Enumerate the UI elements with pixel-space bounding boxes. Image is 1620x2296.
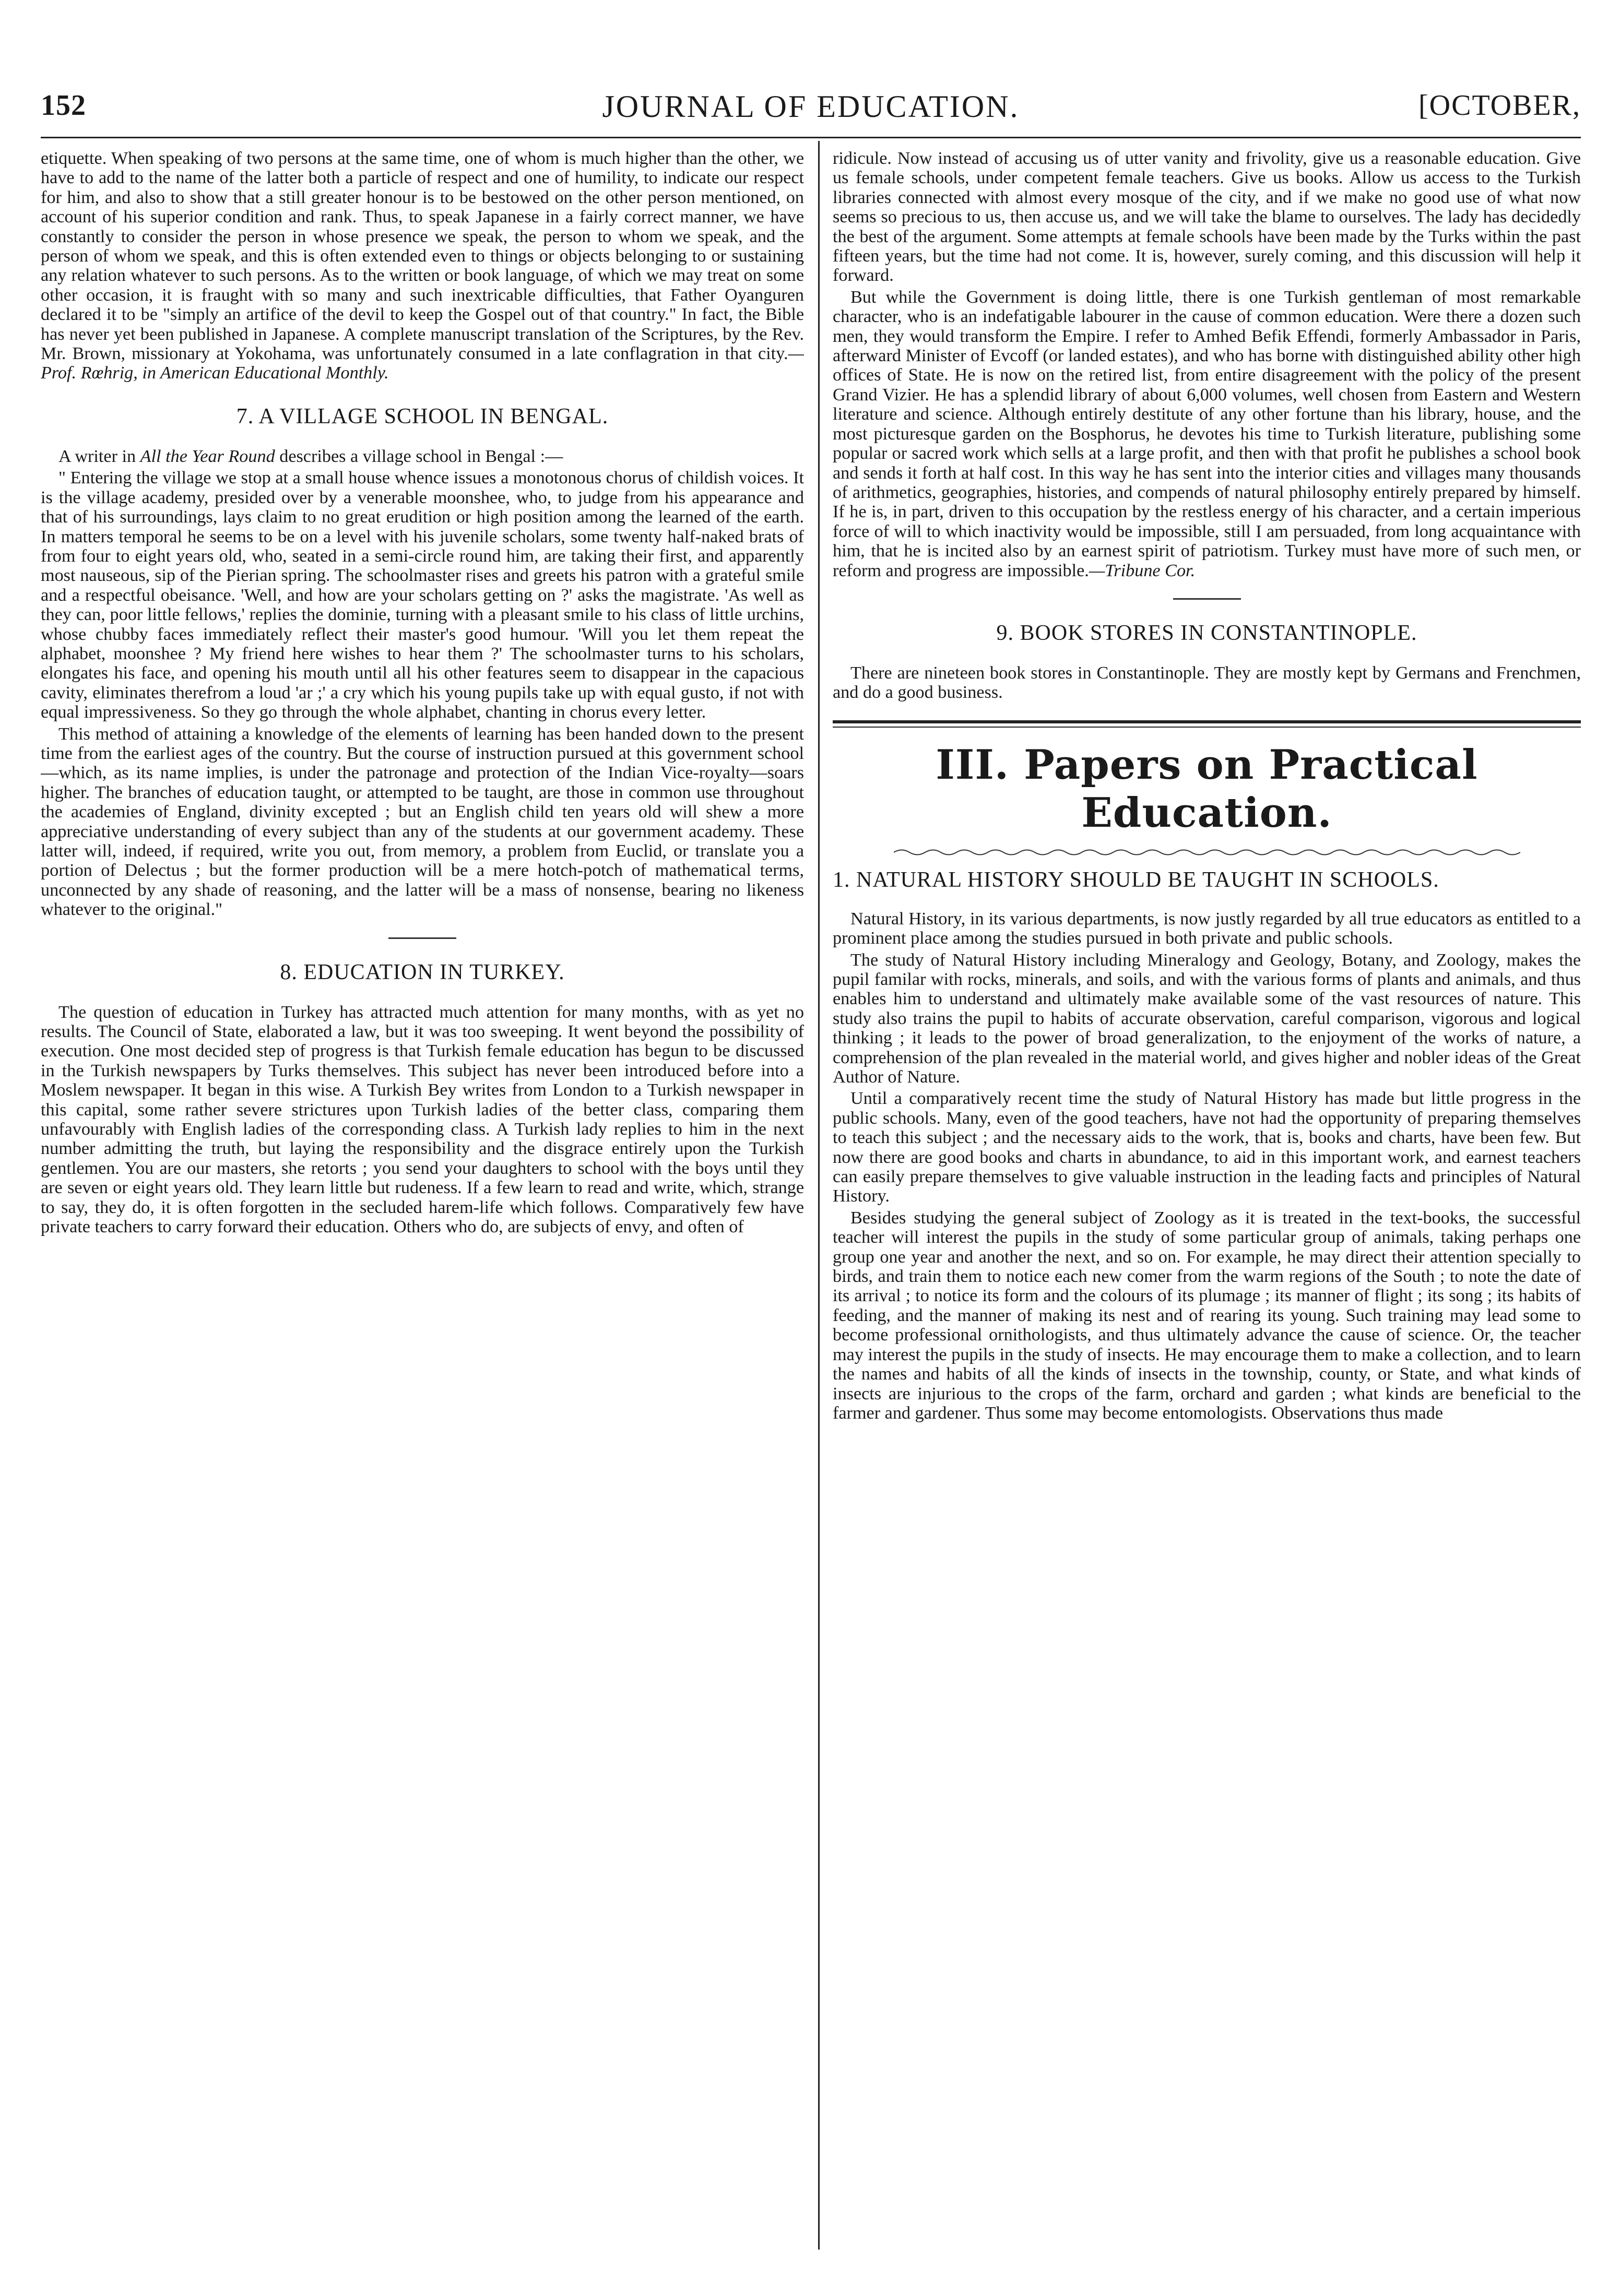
paragraph xyxy=(41,149,804,383)
article-separator xyxy=(1173,598,1241,600)
page-number: 152 xyxy=(41,89,86,122)
quoted-paragraph: " Entering the village we stop at a small house whence issues a monotonous chorus of childish voices. It is the village academy, presided over by a venerable moonshee, who, to judge from his appearance and that of his surroundings, lays claim to no great erudition or high position among the learned of the earth. In matters temporal he seems to be on a level with his juvenile scholars, some twenty half-naked brats of from four to eight years old, who, seated in a semi-circle round him, are taking their first, and apparently most nauseous, sip of the Pierian spring. The schoolmaster rises and greets his patron with a grateful smile and a respectful obeisance. 'Well, and how are your scholars getting on ?' asks the magistrate. 'As well as they can, poor little fellows,' replies the dominie, turning with a pleasant smile to his class of little urchins, whose chubby faces immediately reflect their master's good humour. 'Will you let them repeat the alphabet, moonshee ? My friend here wishes to hear them ?' The schoolmaster turns to his scholars, elongates his face, and opening his mouth until all his other features seem to disappear in the capacious cavity, eliminates therefrom a loud 'ar ;' a cry which his young pupils take up with equal gusto, if not with equal impressiveness. So they go through the whole alphabet, chanting in chorus every letter. xyxy=(41,468,804,722)
paragraph: The question of education in Turkey has attracted much attention for many months, with as yet no results. The Council of State, elaborated a law, but it was too sweeping. It went beyond the possibility of execution. One most decided step of progress is that Turkish female education has begun to be discussed in the Turkish newspapers by Turks themselves. This subject has never been introduced before into a Moslem newspaper. It began in this wise. A Turkish Bey writes from London to a Turkish newspaper in this capital, some rather severe strictures upon Turkish ladies of the better class, comparing them unfavourably with English ladies of the corresponding class. A Turkish lady replies to him in the next number admitting the truth, but laying the responsibility and the disgrace entirely upon the Turkish gentlemen. You are our masters, she retorts ; you send your daughters to school with the boys until they are seven or eight years old. They learn little but rudeness. If a few learn to read and write, which, strange to say, they do, it is often forgotten in the secluded harem-life which follows. Comparatively few have private teachers to carry forward their education. Others who do, are subjects of envy, and often of xyxy=(41,1002,804,1237)
article-heading-7: 7. A VILLAGE SCHOOL IN BENGAL. xyxy=(236,404,609,429)
paragraph: ridicule. Now instead of accusing us of utter vanity and frivolity, give us a reasonable education. Give us female schools, under competent female teachers. Give us books. Allow us access to the Turkish libraries connected with almost every mosque of the city, and if we make no good use of what now seems so precious to us, then accuse us, and we will take the blame to ourselves. The lady has decidedly the best of the argument. Some attempts at female schools have been made by the Turks within the past fifteen years, but the time had not come. It is, however, surely coming, and this discussion will help it forward. xyxy=(833,149,1581,285)
section-rule-thin xyxy=(833,727,1581,728)
paragraph-text: A writer in xyxy=(58,446,140,466)
paragraph: There are nineteen book stores in Constantinople. They are mostly kept by Germans and Frenchmen, and do a good business. xyxy=(833,663,1581,703)
wavy-ornament xyxy=(894,848,1520,857)
article-separator xyxy=(388,937,456,939)
periodical-title: All the Year Round xyxy=(140,446,275,466)
paragraph-text: etiquette. When speaking of two persons at the same time, one of whom is much higher than the other, we have to add to the name of the latter both a particle of respect and one of humility, to indicate our respect for him, and also to show that a still greater honour is to be bestowed on the other person mentioned, on account of his superior condition and rank. Thus, to speak Japanese in a fairly correct manner, we have constantly to consider the person in whose presence we speak, the person to whom we speak, and the person of whom we speak, and this is often extended even to things or objects belonging to or sustaining any relation whatever to such persons. As to the written or book language, of which we may treat on some other occasion, it is fraught with so many and such inextricable difficulties, that Father Oyanguren declared it to be "simply an artifice of the devil to keep the Gospel out of that country." In fact, the Bible has never yet been published in Japanese. A complete manuscript translation of the Scriptures, by the Rev. Mr. Brown, missionary at Yokohama, was unfortunately consumed in a late conflagration in that city. xyxy=(41,149,804,364)
page-header xyxy=(41,78,1581,136)
article-heading-1: 1. NATURAL HISTORY SHOULD BE TAUGHT IN SCHOOLS. xyxy=(833,867,1439,892)
paragraph: The study of Natural History including Mineralogy and Geology, Botany, and Zoology, makes the pupil familar with rocks, minerals, and soils, and with the various forms of plants and animals, and thus enables him to understand and ultimately make available some of the vast resources of nature. This study also trains the pupil to habits of accurate observation, careful comparison, vigorous and logical thinking ; it leads to the power of broad generalization, to the enjoyment of the works of nature, a comprehension of the plan revealed in the material world, and gives higher and nobler ideas of the Great Author of Nature. xyxy=(833,950,1581,1087)
section-title: III. Papers on Practical Education. xyxy=(936,741,1478,837)
paragraph: Besides studying the general subject of Zoology as it is treated in the text-books, the successful teacher will interest the pupils in the study of some particular group of animals, taking perhaps one group one year and another the next, and so on. For example, he may direct their attention specially to birds, and train them to notice each new comer from the warm regions of the South ; to note the date of its arrival ; to notice its form and the colours of its plumage ; its manner of flight ; its song ; its habits of feeding, and the manner of making its nest and of rearing its young. Such training may lead some to become professional ornithologists, and thus ultimately advance the cause of science. Or, the teacher may interest the pupils in the study of insects. He may encourage them to make a collection, and to learn the names and habits of all the kinds of insects in the township, county, or State, and what kinds of insects are injurious to the crops of the farm, orchard and garden ; what kinds are beneficial to the farmer and gardener. Thus some may become entomologists. Observations thus made xyxy=(833,1208,1581,1423)
header-rule xyxy=(41,137,1581,138)
paragraph-text: But while the Government is doing little, there is one Turkish gentleman of most remarkable character, who is an indefatigable labourer in the cause of common education. Were there a dozen such men, they would transform the Empire. I refer to Amhed Befik Effendi, formerly Ambassador in Paris, afterward Minister of Evcoff (or landed estates), and who has borne with distinguished ability other high offices of State. He is now on the retired list, from entire disagreement with the policy of the present Grand Vizier. He has a splendid library of about 6,000 volumes, well chosen from Eastern and Western literature and science. Although entirely destitute of any other fortune than his library, house, and the most picturesque garden on the Bosphorus, he devotes his time to Turkish literature, publishing some popular or sacred work which sells at a large profit, and then with that profit he publishes a school book and sends it forth at half cost. In this way he has sent into the interior cities and villages many thousands of arithmetics, geographies, histories, and compends of natural philosophy entirely prepared by himself. If he is, in part, driven to this occupation by the restless energy of his character, and a certain imperious force of will to which inactivity would be impossible, still I am persuaded, from long acquaintance with him, that he is incited also by an earnest spirit of patriotism. Turkey must have more of such men, or reform and progress are impossible. xyxy=(833,287,1581,580)
source-citation: —Prof. Rœhrig, in American Educational Monthly. xyxy=(41,344,804,383)
section-rule xyxy=(833,720,1581,723)
quoted-paragraph: This method of attaining a knowledge of the elements of learning has been handed down to the present time from the earliest ages of the country. But the course of instruction pursued at this government school—which, as its name implies, is under the patronage and protection of the Indian Vice-royalty—soars higher. The branches of education taught, or attempted to be taught, are those in common use throughout the academies of England, divinity excepted ; but an English child ten years old will shew a more appreciative understanding of every subject than any of the students at our government academy. These latter will, indeed, if required, write you out, from memory, a problem from Euclid, or translate you a portion of Delectus ; but the former production will be a mere hotch-potch of mathematical terms, unconnected by any shade of reasoning, and the latter will be a mass of nonsense, bearing no likeness whatever to the original." xyxy=(41,724,804,920)
article-heading-8: 8. EDUCATION IN TURKEY. xyxy=(280,960,565,984)
paragraph-text: describes a village school in Bengal :— xyxy=(275,446,563,466)
column-divider xyxy=(818,141,820,2250)
paragraph xyxy=(833,288,1581,580)
left-column xyxy=(41,149,804,2252)
right-column xyxy=(833,149,1581,2252)
journal-title: JOURNAL OF EDUCATION. xyxy=(602,89,1020,124)
paragraph: Natural History, in its various departments, is now justly regarded by all true educators as entitled to a prominent place among the studies pursued in both private and public schools. xyxy=(833,909,1581,948)
paragraph: Until a comparatively recent time the study of Natural History has made but little progress in the public schools. Many, even of the good teachers, have not had the opportunity of preparing themselves to teach this subject ; and the necessary aids to the work, that is, books and charts, have been few. But now there are good books and charts in abundance, to aid in this important work, and earnest teachers can easily prepare themselves to give valuable instruction in the leading facts and principles of Natural History. xyxy=(833,1089,1581,1206)
header-month: [OCTOBER, xyxy=(1418,89,1581,122)
source-citation: —Tribune Cor. xyxy=(1089,561,1196,580)
paragraph xyxy=(41,447,804,466)
article-heading-9: 9. BOOK STORES IN CONSTANTINOPLE. xyxy=(996,621,1417,645)
